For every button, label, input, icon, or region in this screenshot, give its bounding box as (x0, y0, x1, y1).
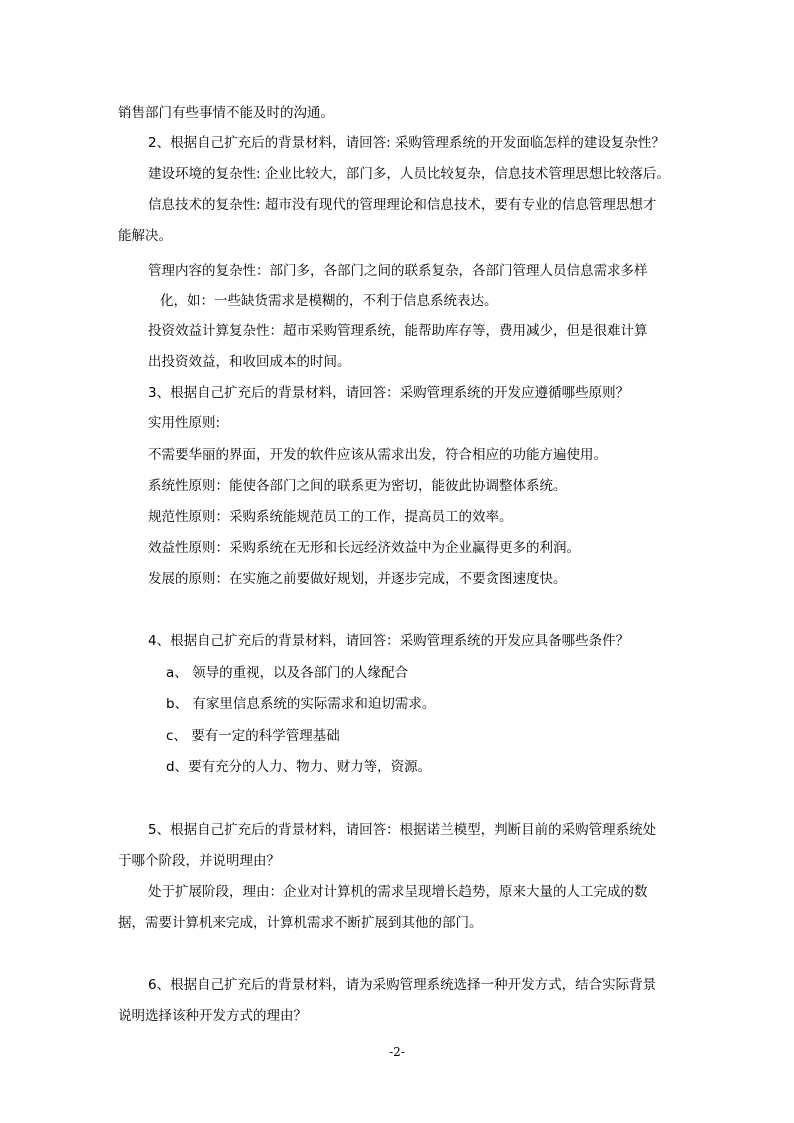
answer-line: 发展的原则：在实施之前要做好规划，并逐步完成，不要贪图速度快。 (148, 571, 567, 587)
question-6-line-continuation: 说明选择该种开发方式的理由？ (118, 1008, 307, 1024)
answer-line: 投资效益计算复杂性：超市采购管理系统，能帮助库存等，费用减少，但是很难计算 (148, 323, 648, 339)
answer-line: 系统性原则：能使各部门之间的联系更为密切，能彼此协调整体系统。 (148, 478, 567, 494)
answer-line: 不需要华丽的界面，开发的软件应该从需求出发，符合相应的功能方遍使用。 (148, 447, 607, 463)
list-item: a、 领导的重视，以及各部门的人缘配合 (166, 665, 409, 681)
question-5-line: 5、根据自己扩充后的背景材料，请回答：根据诺兰模型，判断目前的采购管理系统处 (148, 822, 657, 838)
answer-line: 管理内容的复杂性：部门多，各部门之间的联系复杂，各部门管理人员信息需求多样 (148, 263, 648, 279)
answer-line: 信息技术的复杂性: 超市没有现代的管理理论和信息技术，要有专业的信息管理思想才 (148, 197, 657, 213)
list-item: d、要有充分的人力、物力、财力等，资源。 (166, 759, 432, 775)
question-6-line: 6、根据自己扩充后的背景材料，请为采购管理系统选择一种开发方式，结合实际背景 (148, 977, 657, 993)
list-item: b、 有家里信息系统的实际需求和迫切需求。 (166, 696, 436, 712)
page-number: -2- (389, 1045, 405, 1059)
answer-line-continuation: 出投资效益，和收回成本的时间。 (148, 354, 351, 370)
question-2-line: 2、根据自己扩充后的背景材料，请回答: 采购管理系统的开发面临怎样的建设复杂性？ (148, 135, 665, 151)
answer-line-continuation: 能解决。 (118, 228, 172, 244)
question-4-line: 4、根据自己扩充后的背景材料，请回答：采购管理系统的开发应具备哪些条件？ (148, 633, 630, 649)
answer-line: 规范性原则：采购系统能规范员工的工作，提高员工的效率。 (148, 509, 513, 525)
answer-line-continuation: 化，如：一些缺货需求是模糊的，不利于信息系统表达。 (160, 293, 498, 309)
question-5-line-continuation: 于哪个阶段，并说明理由？ (118, 853, 280, 869)
principle-heading: 实用性原则: (148, 415, 221, 431)
list-item: c、 要有一定的科学管理基础 (166, 728, 340, 744)
answer-line: 效益性原则：采购系统在无形和长远经济效益中为企业赢得更多的利润。 (148, 540, 580, 556)
question-3-line: 3、根据自己扩充后的背景材料，请回答：采购管理系统的开发应遵循哪些原则？ (148, 385, 630, 401)
answer-line: 处于扩展阶段，理由：企业对计算机的需求呈现增长趋势，原来大量的人工完成的数 (148, 884, 648, 900)
paragraph-line: 销售部门有些事情不能及时的沟通。 (118, 105, 334, 121)
answer-line: 建设环境的复杂性: 企业比较大，部门多，人员比较复杂，信息技术管理思想比较落后。 (148, 166, 670, 182)
answer-line-continuation: 据，需要计算机来完成，计算机需求不断扩展到其他的部门。 (118, 915, 483, 931)
